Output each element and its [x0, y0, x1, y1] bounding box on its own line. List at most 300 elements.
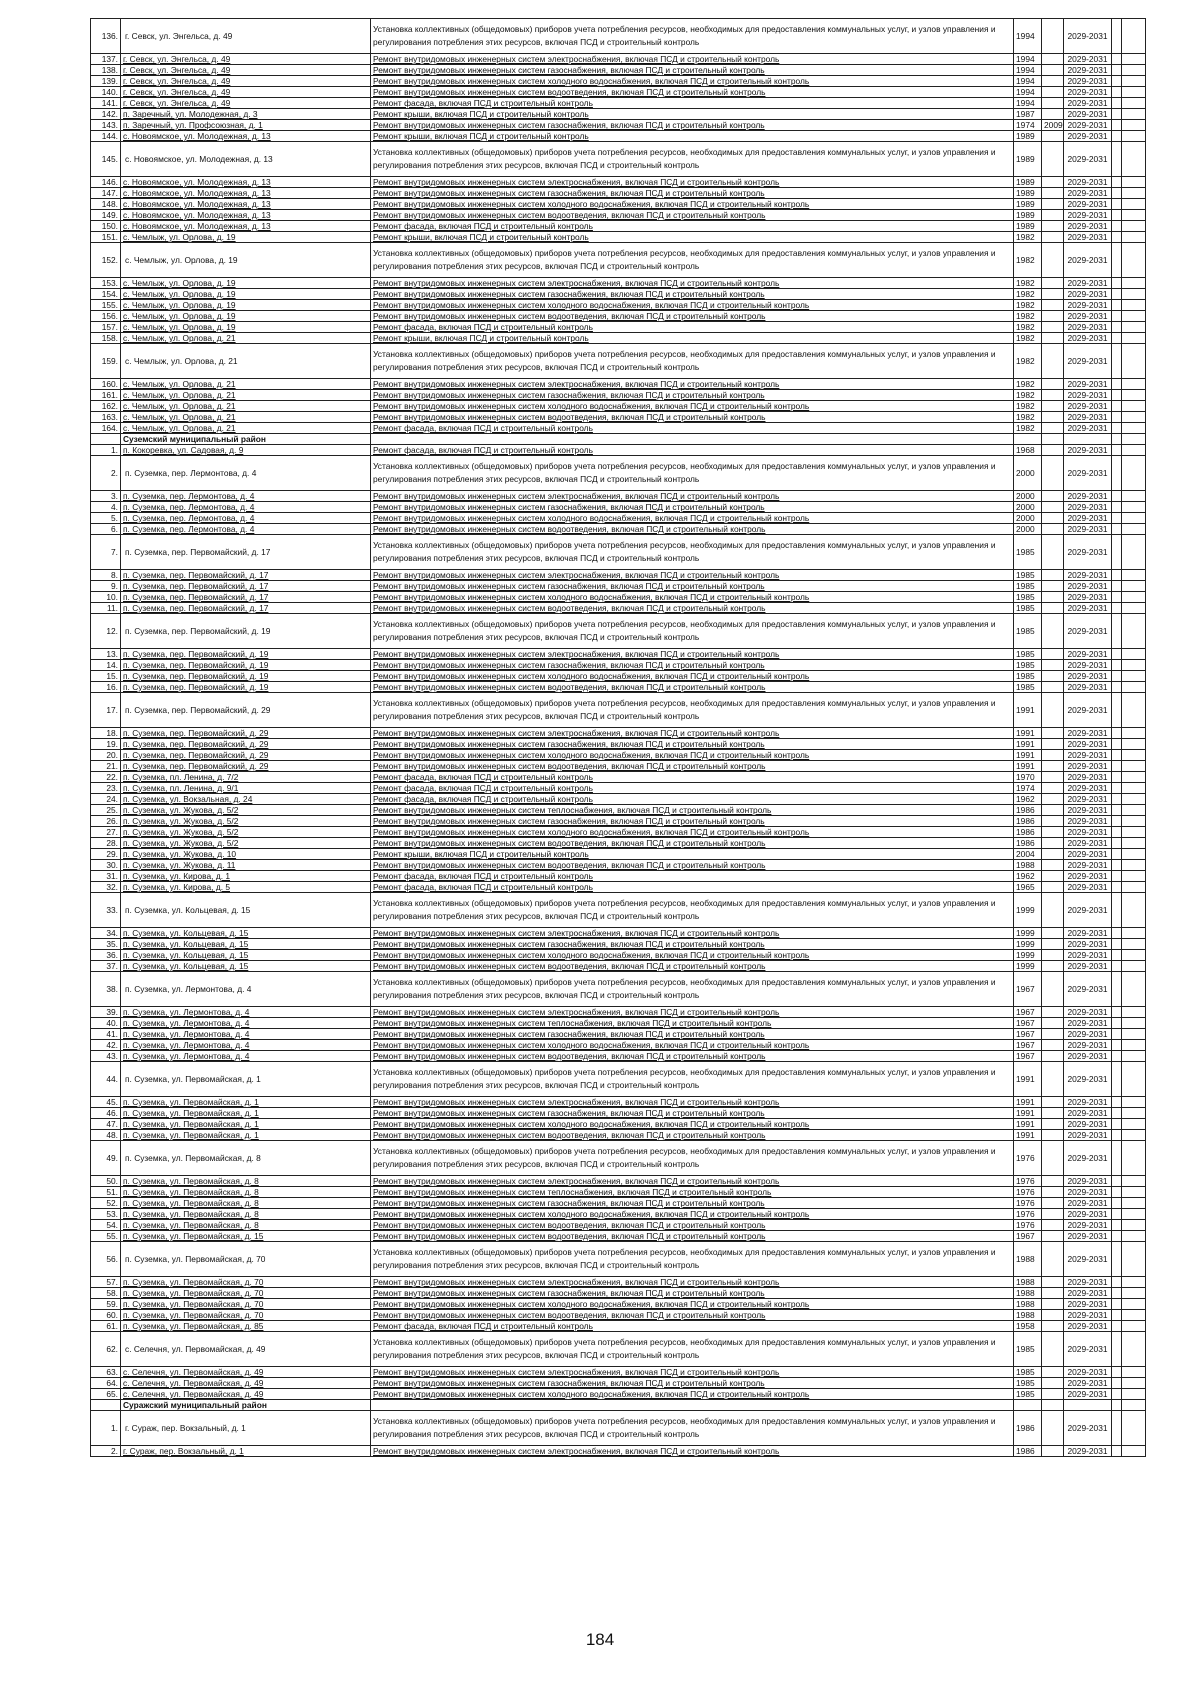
planned-period-cell: 2029-2031 [1064, 860, 1112, 871]
empty-cell [1122, 1411, 1146, 1446]
build-year-cell: 1985 [1014, 592, 1042, 603]
planned-period-cell: 2029-2031 [1064, 131, 1112, 142]
row-number: 65. [91, 1389, 121, 1400]
empty-cell [371, 1400, 1014, 1411]
address-cell: п. Суземка, пер. Первомайский, д. 17 [121, 570, 371, 581]
address-cell: п. Суземка, ул. Первомайская, д. 1 [121, 1119, 371, 1130]
planned-period-cell: 2029-2031 [1064, 344, 1112, 379]
empty-cell [1112, 1119, 1122, 1130]
planned-period-cell: 2029-2031 [1064, 1029, 1112, 1040]
address-cell: п. Суземка, пер. Первомайский, д. 17 [121, 535, 371, 570]
address-cell: п. Суземка, ул. Жукова, д. 11 [121, 860, 371, 871]
work-type-cell: Ремонт внутридомовых инженерных систем газоснабжения, включая ПСД и строительный контроль [371, 120, 1014, 131]
address-cell: п. Суземка, ул. Жукова, д. 5/2 [121, 805, 371, 816]
empty-cell [1112, 1299, 1122, 1310]
planned-period-cell: 2029-2031 [1064, 950, 1112, 961]
row-number: 2. [91, 456, 121, 491]
address-cell: с. Чемлыж, ул. Орлова, д. 21 [121, 379, 371, 390]
work-type-cell: Ремонт внутридомовых инженерных систем электроснабжения, включая ПСД и строительный контроль [371, 1446, 1014, 1457]
build-year-cell: 1986 [1014, 1446, 1042, 1457]
section-header-row [91, 434, 1146, 445]
repair-year-cell [1042, 961, 1064, 972]
work-type-cell: Ремонт внутридомовых инженерных систем холодного водоснабжения, включая ПСД и строительный контроль [371, 401, 1014, 412]
planned-period-cell: 2029-2031 [1064, 502, 1112, 513]
address-cell: с. Новоямское, ул. Молодежная, д. 13 [121, 210, 371, 221]
work-type-cell: Ремонт внутридомовых инженерных систем водоотведения, включая ПСД и строительный контроль [371, 87, 1014, 98]
empty-cell [1122, 311, 1146, 322]
work-type-cell: Ремонт внутридомовых инженерных систем электроснабжения, включая ПСД и строительный контроль [371, 491, 1014, 502]
empty-cell [1122, 1277, 1146, 1288]
repair-year-cell [1042, 131, 1064, 142]
address-cell: с. Чемлыж, ул. Орлова, д. 19 [121, 322, 371, 333]
build-year-cell: 1989 [1014, 177, 1042, 188]
work-type-cell: Ремонт внутридомовых инженерных систем газоснабжения, включая ПСД и строительный контроль [371, 1029, 1014, 1040]
planned-period-cell: 2029-2031 [1064, 805, 1112, 816]
empty-cell [1122, 893, 1146, 928]
planned-period-cell: 2029-2031 [1064, 524, 1112, 535]
repair-year-cell [1042, 65, 1064, 76]
address-cell: п. Суземка, пер. Первомайский, д. 17 [121, 581, 371, 592]
build-year-cell: 1970 [1014, 772, 1042, 783]
row-number: 157. [91, 322, 121, 333]
work-type-cell: Ремонт фасада, включая ПСД и строительный контроль [371, 98, 1014, 109]
planned-period-cell: 2029-2031 [1064, 1176, 1112, 1187]
planned-period-cell: 2029-2031 [1064, 772, 1112, 783]
table-row [91, 1411, 1146, 1446]
repair-year-cell [1042, 98, 1064, 109]
build-year-cell: 1965 [1014, 882, 1042, 893]
work-type-cell: Ремонт внутридомовых инженерных систем холодного водоснабжения, включая ПСД и строительный контроль [371, 1299, 1014, 1310]
work-type-cell: Ремонт внутридомовых инженерных систем электроснабжения, включая ПСД и строительный контроль [371, 728, 1014, 739]
work-type-cell: Установка коллективных (общедомовых) приборов учета потребления ресурсов, необходимых для предоставления коммунальных услуг, и узлов управления и регулирования потребления этих ресурсов, включая ПСД и строительный контроль [371, 535, 1014, 570]
build-year-cell: 1991 [1014, 1062, 1042, 1097]
table-row [91, 860, 1146, 871]
row-number: 33. [91, 893, 121, 928]
planned-period-cell: 2029-2031 [1064, 1242, 1112, 1277]
row-number: 30. [91, 860, 121, 871]
row-number: 148. [91, 199, 121, 210]
planned-period-cell: 2029-2031 [1064, 871, 1112, 882]
address-cell: п. Заречный, ул. Молодежная, д. 3 [121, 109, 371, 120]
table-row [91, 210, 1146, 221]
empty-cell [1112, 794, 1122, 805]
repair-year-cell [1042, 210, 1064, 221]
planned-period-cell: 2029-2031 [1064, 1277, 1112, 1288]
table-row [91, 1242, 1146, 1277]
table-row [91, 772, 1146, 783]
repair-year-cell [1042, 570, 1064, 581]
empty-cell [1112, 871, 1122, 882]
empty-cell [1122, 109, 1146, 120]
address-cell: п. Суземка, пер. Первомайский, д. 19 [121, 682, 371, 693]
repair-year-cell [1042, 513, 1064, 524]
row-number: 26. [91, 816, 121, 827]
planned-period-cell: 2029-2031 [1064, 535, 1112, 570]
address-cell: п. Суземка, пер. Первомайский, д. 29 [121, 750, 371, 761]
empty-cell [1112, 1277, 1122, 1288]
planned-period-cell: 2029-2031 [1064, 54, 1112, 65]
build-year-cell: 1976 [1014, 1141, 1042, 1176]
empty-cell [1112, 761, 1122, 772]
empty-cell [1122, 19, 1146, 54]
row-number: 35. [91, 939, 121, 950]
table-row [91, 142, 1146, 177]
row-number: 44. [91, 1062, 121, 1097]
repair-year-cell [1042, 1277, 1064, 1288]
build-year-cell: 1982 [1014, 344, 1042, 379]
planned-period-cell: 2029-2031 [1064, 849, 1112, 860]
planned-period-cell: 2029-2031 [1064, 972, 1112, 1007]
repair-year-cell [1042, 671, 1064, 682]
empty-cell [1112, 1378, 1122, 1389]
empty-cell [1122, 750, 1146, 761]
repair-year-cell [1042, 423, 1064, 434]
row-number: 10. [91, 592, 121, 603]
address-cell: п. Суземка, ул. Первомайская, д. 8 [121, 1220, 371, 1231]
table-row [91, 344, 1146, 379]
row-number: 20. [91, 750, 121, 761]
table-row [91, 199, 1146, 210]
build-year-cell: 1994 [1014, 65, 1042, 76]
build-year-cell: 1999 [1014, 950, 1042, 961]
build-year-cell: 1988 [1014, 1288, 1042, 1299]
repair-year-cell [1042, 456, 1064, 491]
work-type-cell: Ремонт крыши, включая ПСД и строительный контроль [371, 131, 1014, 142]
repair-year-cell [1042, 1310, 1064, 1321]
empty-cell [1122, 54, 1146, 65]
empty-cell [1122, 221, 1146, 232]
empty-cell [1112, 849, 1122, 860]
empty-cell [1122, 961, 1146, 972]
repair-year-cell [1042, 1187, 1064, 1198]
build-year-cell: 1967 [1014, 1007, 1042, 1018]
build-year-cell: 1999 [1014, 961, 1042, 972]
row-number: 137. [91, 54, 121, 65]
empty-cell [1122, 972, 1146, 1007]
planned-period-cell: 2029-2031 [1064, 660, 1112, 671]
table-row [91, 660, 1146, 671]
planned-period-cell: 2029-2031 [1064, 98, 1112, 109]
table-row [91, 243, 1146, 278]
planned-period-cell: 2029-2031 [1064, 1062, 1112, 1097]
build-year-cell: 1991 [1014, 728, 1042, 739]
empty-cell [1122, 882, 1146, 893]
repair-year-cell [1042, 243, 1064, 278]
empty-cell [1112, 1389, 1122, 1400]
repair-year-cell [1042, 1141, 1064, 1176]
address-cell: п. Суземка, пер. Первомайский, д. 19 [121, 660, 371, 671]
empty-cell [1112, 961, 1122, 972]
empty-cell [1122, 300, 1146, 311]
planned-period-cell: 2029-2031 [1064, 693, 1112, 728]
table-row [91, 76, 1146, 87]
empty-cell [1122, 682, 1146, 693]
row-number: 31. [91, 871, 121, 882]
address-cell: п. Суземка, ул. Лермонтова, д. 4 [121, 1051, 371, 1062]
work-type-cell: Ремонт внутридомовых инженерных систем электроснабжения, включая ПСД и строительный контроль [371, 1097, 1014, 1108]
build-year-cell: 1991 [1014, 761, 1042, 772]
address-cell: п. Кокоревка, ул. Садовая, д. 9 [121, 445, 371, 456]
empty-cell [1112, 739, 1122, 750]
empty-cell [1112, 131, 1122, 142]
row-number: 36. [91, 950, 121, 961]
repair-year-cell [1042, 300, 1064, 311]
repair-year-cell [1042, 76, 1064, 87]
table-row [91, 120, 1146, 131]
build-year-cell: 1986 [1014, 805, 1042, 816]
table-row [91, 1220, 1146, 1231]
address-cell: п. Суземка, ул. Первомайская, д. 1 [121, 1097, 371, 1108]
empty-cell [1112, 1332, 1122, 1367]
row-number: 58. [91, 1288, 121, 1299]
repair-year-cell [1042, 232, 1064, 243]
empty-cell [1122, 1389, 1146, 1400]
table-row [91, 502, 1146, 513]
repair-year-cell [1042, 109, 1064, 120]
work-type-cell: Ремонт внутридомовых инженерных систем водоотведения, включая ПСД и строительный контроль [371, 311, 1014, 322]
empty-cell [1112, 300, 1122, 311]
work-type-cell: Ремонт внутридомовых инженерных систем теплоснабжения, включая ПСД и строительный контроль [371, 1018, 1014, 1029]
work-type-cell: Ремонт внутридомовых инженерных систем электроснабжения, включая ПСД и строительный контроль [371, 570, 1014, 581]
repair-year-cell [1042, 816, 1064, 827]
table-row [91, 456, 1146, 491]
row-number: 19. [91, 739, 121, 750]
empty-cell [1112, 1446, 1122, 1457]
build-year-cell: 1988 [1014, 1310, 1042, 1321]
row-number: 29. [91, 849, 121, 860]
address-cell: п. Суземка, пл. Ленина, д. 9/1 [121, 783, 371, 794]
build-year-cell: 2000 [1014, 456, 1042, 491]
row-number: 49. [91, 1141, 121, 1176]
build-year-cell: 1991 [1014, 1130, 1042, 1141]
work-type-cell: Ремонт внутридомовых инженерных систем газоснабжения, включая ПСД и строительный контроль [371, 289, 1014, 300]
work-type-cell: Ремонт внутридомовых инженерных систем электроснабжения, включая ПСД и строительный контроль [371, 1176, 1014, 1187]
work-type-cell: Ремонт крыши, включая ПСД и строительный контроль [371, 333, 1014, 344]
empty-cell [1112, 805, 1122, 816]
work-type-cell: Ремонт внутридомовых инженерных систем электроснабжения, включая ПСД и строительный контроль [371, 54, 1014, 65]
row-number: 150. [91, 221, 121, 232]
empty-cell [1112, 142, 1122, 177]
repair-year-cell [1042, 592, 1064, 603]
page-number: 184 [585, 1630, 615, 1649]
repair-year-cell [1042, 379, 1064, 390]
row-number: 158. [91, 333, 121, 344]
row-number: 48. [91, 1130, 121, 1141]
empty-cell [1112, 1187, 1122, 1198]
build-year-cell: 1967 [1014, 1051, 1042, 1062]
repair-year-cell [1042, 390, 1064, 401]
repair-year-cell [1042, 1242, 1064, 1277]
planned-period-cell: 2029-2031 [1064, 928, 1112, 939]
empty-cell [1112, 412, 1122, 423]
build-year-cell: 1991 [1014, 1119, 1042, 1130]
empty-cell [1122, 860, 1146, 871]
build-year-cell: 1994 [1014, 54, 1042, 65]
repair-year-cell [1042, 972, 1064, 1007]
repair-year-cell [1042, 1119, 1064, 1130]
repair-year-cell [1042, 502, 1064, 513]
empty-cell [1112, 65, 1122, 76]
address-cell: п. Суземка, пер. Первомайский, д. 19 [121, 671, 371, 682]
address-cell: п. Суземка, ул. Первомайская, д. 1 [121, 1108, 371, 1119]
address-cell: п. Суземка, пер. Первомайский, д. 19 [121, 649, 371, 660]
work-type-cell: Ремонт внутридомовых инженерных систем водоотведения, включая ПСД и строительный контроль [371, 1220, 1014, 1231]
repair-year-cell [1042, 1231, 1064, 1242]
work-type-cell: Ремонт внутридомовых инженерных систем газоснабжения, включая ПСД и строительный контроль [371, 1378, 1014, 1389]
planned-period-cell: 2029-2031 [1064, 322, 1112, 333]
repair-year-cell [1042, 1367, 1064, 1378]
table-row [91, 838, 1146, 849]
work-type-cell: Установка коллективных (общедомовых) приборов учета потребления ресурсов, необходимых для предоставления коммунальных услуг, и узлов управления и регулирования потребления этих ресурсов, включая ПСД и строительный контроль [371, 614, 1014, 649]
build-year-cell: 1976 [1014, 1198, 1042, 1209]
empty-cell [1112, 502, 1122, 513]
empty-cell [1122, 76, 1146, 87]
build-year-cell: 1987 [1014, 109, 1042, 120]
repair-year-cell [1042, 1198, 1064, 1209]
empty-cell [1122, 1176, 1146, 1187]
work-type-cell: Ремонт внутридомовых инженерных систем холодного водоснабжения, включая ПСД и строительный контроль [371, 1119, 1014, 1130]
build-year-cell: 1967 [1014, 1018, 1042, 1029]
build-year-cell: 1994 [1014, 76, 1042, 87]
empty-cell [1122, 794, 1146, 805]
planned-period-cell: 2029-2031 [1064, 728, 1112, 739]
row-number: 42. [91, 1040, 121, 1051]
work-type-cell: Ремонт внутридомовых инженерных систем газоснабжения, включая ПСД и строительный контроль [371, 1108, 1014, 1119]
empty-cell [1122, 1097, 1146, 1108]
row-number: 161. [91, 390, 121, 401]
planned-period-cell: 2029-2031 [1064, 199, 1112, 210]
work-type-cell: Ремонт внутридомовых инженерных систем холодного водоснабжения, включая ПСД и строительный контроль [371, 199, 1014, 210]
build-year-cell: 1986 [1014, 827, 1042, 838]
planned-period-cell: 2029-2031 [1064, 1187, 1112, 1198]
table-row [91, 1378, 1146, 1389]
address-cell: п. Суземка, ул. Первомайская, д. 15 [121, 1231, 371, 1242]
row-number: 156. [91, 311, 121, 322]
table-row [91, 794, 1146, 805]
planned-period-cell: 2029-2031 [1064, 65, 1112, 76]
table-row [91, 54, 1146, 65]
build-year-cell: 1982 [1014, 401, 1042, 412]
planned-period-cell: 2029-2031 [1064, 19, 1112, 54]
row-number: 40. [91, 1018, 121, 1029]
empty-cell [1122, 1231, 1146, 1242]
address-cell: п. Суземка, пер. Первомайский, д. 29 [121, 693, 371, 728]
work-type-cell: Ремонт внутридомовых инженерных систем холодного водоснабжения, включая ПСД и строительный контроль [371, 671, 1014, 682]
empty-cell [1122, 1299, 1146, 1310]
table-row [91, 1299, 1146, 1310]
address-cell: п. Суземка, ул. Кольцевая, д. 15 [121, 950, 371, 961]
repair-year-cell [1042, 739, 1064, 750]
section-num-cell [91, 434, 121, 445]
table-row [91, 1108, 1146, 1119]
planned-period-cell: 2029-2031 [1064, 939, 1112, 950]
repair-year-cell [1042, 1108, 1064, 1119]
repair-year-cell [1042, 772, 1064, 783]
build-year-cell: 1991 [1014, 693, 1042, 728]
planned-period-cell: 2029-2031 [1064, 893, 1112, 928]
row-number: 140. [91, 87, 121, 98]
row-number: 7. [91, 535, 121, 570]
address-cell: п. Суземка, ул. Первомайская, д. 8 [121, 1176, 371, 1187]
empty-cell [1112, 592, 1122, 603]
build-year-cell: 2000 [1014, 513, 1042, 524]
address-cell: п. Суземка, ул. Первомайская, д. 8 [121, 1187, 371, 1198]
empty-cell [1122, 928, 1146, 939]
address-cell: п. Суземка, ул. Первомайская, д. 85 [121, 1321, 371, 1332]
work-type-cell: Установка коллективных (общедомовых) приборов учета потребления ресурсов, необходимых для предоставления коммунальных услуг, и узлов управления и регулирования потребления этих ресурсов, включая ПСД и строительный контроль [371, 1411, 1014, 1446]
build-year-cell: 1985 [1014, 603, 1042, 614]
empty-cell [1122, 177, 1146, 188]
empty-cell [1122, 1242, 1146, 1277]
work-type-cell: Ремонт фасада, включая ПСД и строительный контроль [371, 322, 1014, 333]
row-number: 11. [91, 603, 121, 614]
empty-cell [1112, 289, 1122, 300]
empty-cell [1122, 739, 1146, 750]
build-year-cell: 1985 [1014, 614, 1042, 649]
empty-cell [1122, 1321, 1146, 1332]
empty-cell [1122, 456, 1146, 491]
empty-cell [1014, 434, 1042, 445]
repair-year-cell [1042, 1007, 1064, 1018]
row-number: 57. [91, 1277, 121, 1288]
address-cell: п. Суземка, ул. Первомайская, д. 70 [121, 1299, 371, 1310]
build-year-cell: 1982 [1014, 423, 1042, 434]
build-year-cell: 1982 [1014, 333, 1042, 344]
table-row [91, 570, 1146, 581]
planned-period-cell: 2029-2031 [1064, 278, 1112, 289]
table-row [91, 849, 1146, 860]
build-year-cell: 1976 [1014, 1187, 1042, 1198]
work-type-cell: Ремонт внутридомовых инженерных систем газоснабжения, включая ПСД и строительный контроль [371, 1288, 1014, 1299]
empty-cell [1042, 1400, 1064, 1411]
repair-year-cell [1042, 614, 1064, 649]
planned-period-cell: 2029-2031 [1064, 401, 1112, 412]
work-type-cell: Ремонт внутридомовых инженерных систем газоснабжения, включая ПСД и строительный контроль [371, 390, 1014, 401]
work-type-cell: Ремонт внутридомовых инженерных систем холодного водоснабжения, включая ПСД и строительный контроль [371, 1389, 1014, 1400]
empty-cell [1112, 210, 1122, 221]
empty-cell [1112, 232, 1122, 243]
row-number: 60. [91, 1310, 121, 1321]
empty-cell [1122, 660, 1146, 671]
empty-cell [1122, 592, 1146, 603]
empty-cell [1122, 232, 1146, 243]
work-type-cell: Ремонт внутридомовых инженерных систем холодного водоснабжения, включая ПСД и строительный контроль [371, 592, 1014, 603]
build-year-cell: 1999 [1014, 928, 1042, 939]
empty-cell [1112, 893, 1122, 928]
address-cell: п. Суземка, пер. Первомайский, д. 17 [121, 603, 371, 614]
repair-year-cell [1042, 860, 1064, 871]
planned-period-cell: 2029-2031 [1064, 423, 1112, 434]
empty-cell [1112, 1097, 1122, 1108]
empty-cell [1122, 1062, 1146, 1097]
row-number: 64. [91, 1378, 121, 1389]
empty-cell [1122, 65, 1146, 76]
empty-cell [1122, 1332, 1146, 1367]
table-row [91, 1029, 1146, 1040]
planned-period-cell: 2029-2031 [1064, 570, 1112, 581]
planned-period-cell: 2029-2031 [1064, 1411, 1112, 1446]
planned-period-cell: 2029-2031 [1064, 87, 1112, 98]
empty-cell [1122, 243, 1146, 278]
planned-period-cell: 2029-2031 [1064, 76, 1112, 87]
empty-cell [1112, 750, 1122, 761]
work-type-cell: Ремонт внутридомовых инженерных систем газоснабжения, включая ПСД и строительный контроль [371, 816, 1014, 827]
empty-cell [1122, 849, 1146, 860]
work-type-cell: Ремонт внутридомовых инженерных систем холодного водоснабжения, включая ПСД и строительный контроль [371, 827, 1014, 838]
work-type-cell: Ремонт внутридомовых инженерных систем газоснабжения, включая ПСД и строительный контроль [371, 502, 1014, 513]
address-cell: п. Суземка, ул. Первомайская, д. 8 [121, 1141, 371, 1176]
capital-repair-table [90, 18, 1146, 1457]
